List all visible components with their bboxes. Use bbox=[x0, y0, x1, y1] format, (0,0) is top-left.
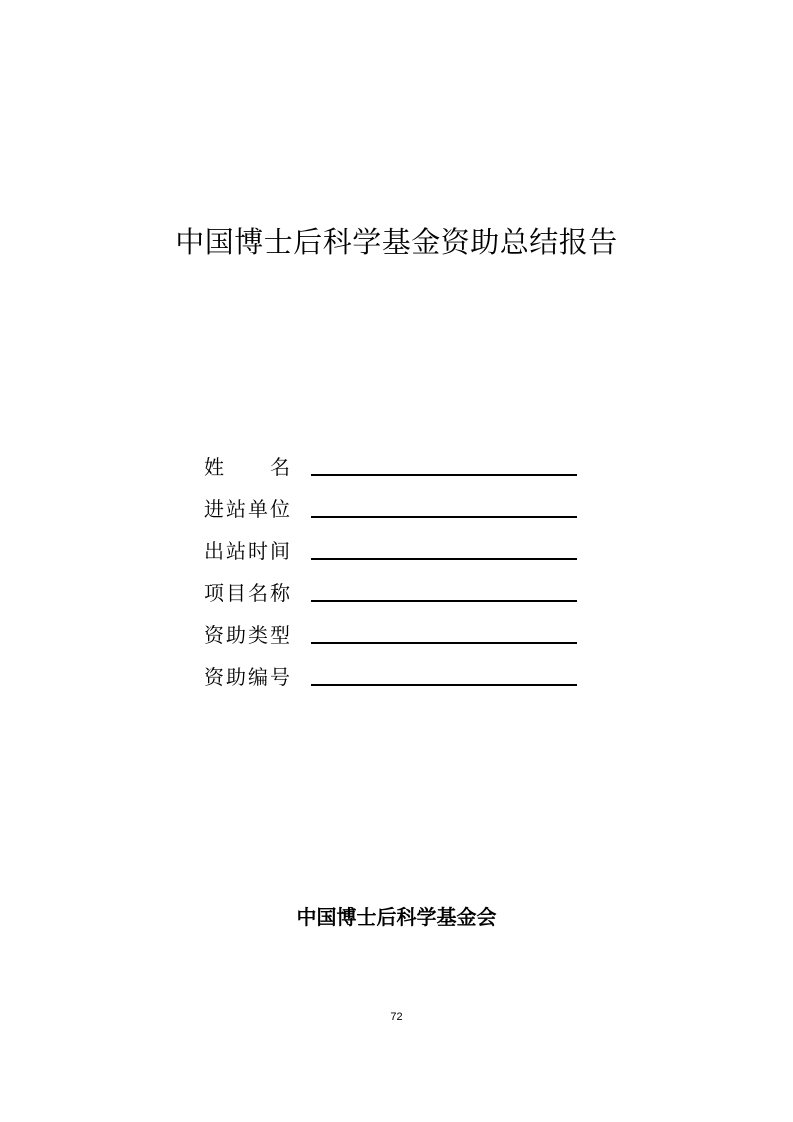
project-name-field[interactable] bbox=[311, 600, 577, 602]
form-row-project-name bbox=[204, 574, 584, 616]
name-label-char-2: 名 bbox=[270, 455, 290, 479]
funding-number-field[interactable] bbox=[311, 684, 577, 686]
station-unit-field[interactable] bbox=[311, 516, 577, 518]
page-number: 72 bbox=[390, 1011, 403, 1023]
name-label-char-1: 姓 bbox=[204, 455, 224, 479]
exit-time-label: 出站时间 bbox=[204, 539, 292, 563]
name-field[interactable] bbox=[311, 474, 577, 476]
form-row-name bbox=[204, 448, 584, 490]
funding-type-label: 资助类型 bbox=[204, 623, 292, 647]
form-row-funding-type bbox=[204, 616, 584, 658]
form-row-exit-time bbox=[204, 532, 584, 574]
project-name-label: 项目名称 bbox=[204, 581, 292, 605]
station-unit-label: 进站单位 bbox=[204, 497, 292, 521]
info-form bbox=[204, 448, 584, 700]
exit-time-field[interactable] bbox=[311, 558, 577, 560]
form-row-funding-number bbox=[204, 658, 584, 700]
funding-type-field[interactable] bbox=[311, 642, 577, 644]
form-row-station-unit bbox=[204, 490, 584, 532]
organization-name: 中国博士后科学基金会 bbox=[296, 905, 497, 929]
funding-number-label: 资助编号 bbox=[204, 665, 292, 689]
name-label bbox=[204, 452, 290, 482]
page-title: 中国博士后科学基金资助总结报告 bbox=[175, 225, 618, 259]
